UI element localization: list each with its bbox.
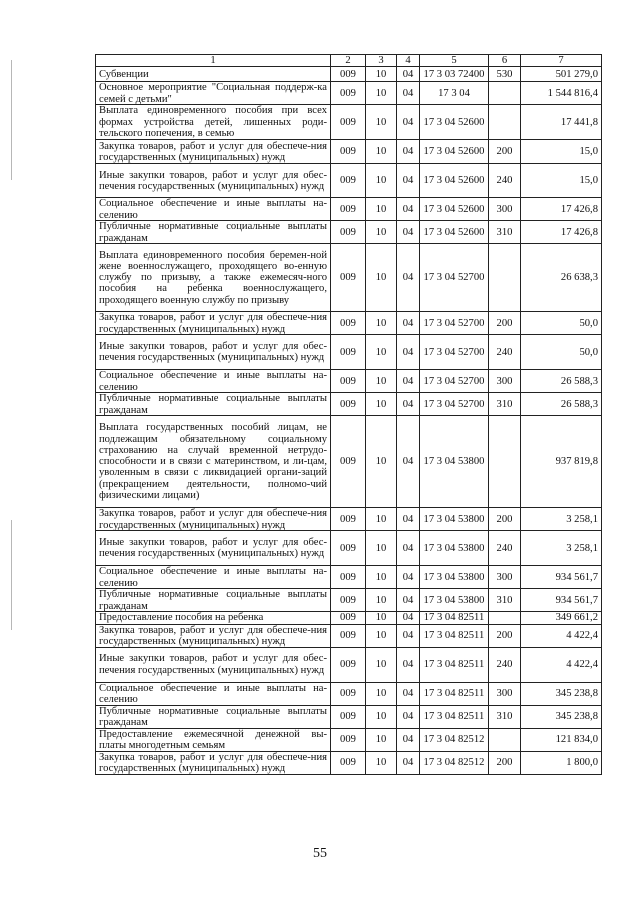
cell-amount: 3 258,1 bbox=[521, 531, 602, 566]
cell-grbs: 009 bbox=[331, 370, 366, 393]
cell-section: 10 bbox=[366, 728, 397, 751]
cell-expense-type: 310 bbox=[489, 221, 521, 244]
cell-grbs: 009 bbox=[331, 682, 366, 705]
cell-subsection: 04 bbox=[397, 335, 420, 370]
cell-description: Выплата единовременного пособия при всех формах устройства детей, лишенных роди-тельского попечения, в семью bbox=[96, 105, 331, 140]
cell-grbs: 009 bbox=[331, 312, 366, 335]
table-row bbox=[96, 370, 602, 393]
cell-description: Публичные нормативные социальные выплаты гражданам bbox=[96, 221, 331, 244]
cell-description: Закупка товаров, работ и услуг для обеспече-ния государственных (муниципальных) нужд bbox=[96, 140, 331, 164]
cell-section: 10 bbox=[366, 221, 397, 244]
cell-subsection: 04 bbox=[397, 531, 420, 566]
cell-amount: 4 422,4 bbox=[521, 647, 602, 682]
cell-amount: 17 426,8 bbox=[521, 221, 602, 244]
cell-expense-type: 200 bbox=[489, 751, 521, 774]
cell-amount: 50,0 bbox=[521, 312, 602, 335]
table-body bbox=[96, 67, 602, 774]
cell-target-article: 17 3 03 72400 bbox=[420, 67, 489, 82]
cell-description: Публичные нормативные социальные выплаты гражданам bbox=[96, 393, 331, 416]
cell-amount: 937 819,8 bbox=[521, 416, 602, 508]
cell-target-article: 17 3 04 53800 bbox=[420, 416, 489, 508]
cell-section: 10 bbox=[366, 105, 397, 140]
cell-subsection: 04 bbox=[397, 589, 420, 612]
cell-grbs: 009 bbox=[331, 67, 366, 82]
table-row bbox=[96, 198, 602, 221]
cell-description: Выплата единовременного пособия беремен-ной жене военнослужащего, проходящего во-енную службу по призыву, а также ежемесяч-ного пособия на ребенка военнослужащего, проходящего военную службу по призыву bbox=[96, 244, 331, 312]
cell-expense-type bbox=[489, 105, 521, 140]
cell-description: Публичные нормативные социальные выплаты гражданам bbox=[96, 705, 331, 728]
cell-description: Выплата государственных пособий лицам, не подлежащим обязательному социальному страхованию на случай временной нетрудо-способности и в связи с материнством, и ли-цам, уволенным в связи с ликвидацией органи-заций (прекращением деятельности, полномо-чий физическими лицами) bbox=[96, 416, 331, 508]
table-row bbox=[96, 140, 602, 164]
cell-expense-type: 240 bbox=[489, 335, 521, 370]
cell-grbs: 009 bbox=[331, 393, 366, 416]
cell-description: Социальное обеспечение и иные выплаты на-селению bbox=[96, 682, 331, 705]
cell-grbs: 009 bbox=[331, 531, 366, 566]
cell-amount: 4 422,4 bbox=[521, 624, 602, 647]
cell-subsection: 04 bbox=[397, 705, 420, 728]
table-row bbox=[96, 221, 602, 244]
cell-amount: 17 426,8 bbox=[521, 198, 602, 221]
table-row bbox=[96, 508, 602, 531]
cell-expense-type: 310 bbox=[489, 393, 521, 416]
cell-amount: 1 544 816,4 bbox=[521, 82, 602, 105]
cell-description: Предоставление пособия на ребенка bbox=[96, 612, 331, 624]
cell-subsection: 04 bbox=[397, 221, 420, 244]
cell-grbs: 009 bbox=[331, 164, 366, 198]
table-header bbox=[96, 55, 602, 67]
cell-section: 10 bbox=[366, 198, 397, 221]
cell-section: 10 bbox=[366, 82, 397, 105]
cell-target-article: 17 3 04 82511 bbox=[420, 612, 489, 624]
cell-section: 10 bbox=[366, 647, 397, 682]
cell-grbs: 009 bbox=[331, 335, 366, 370]
table-row bbox=[96, 531, 602, 566]
cell-description: Основное мероприятие "Социальная поддерж-ка семей с детьми" bbox=[96, 82, 331, 105]
cell-expense-type: 240 bbox=[489, 647, 521, 682]
cell-subsection: 04 bbox=[397, 67, 420, 82]
cell-target-article: 17 3 04 52700 bbox=[420, 335, 489, 370]
cell-section: 10 bbox=[366, 624, 397, 647]
cell-target-article: 17 3 04 52600 bbox=[420, 221, 489, 244]
cell-section: 10 bbox=[366, 751, 397, 774]
cell-grbs: 009 bbox=[331, 105, 366, 140]
header-col-5: 5 bbox=[420, 55, 489, 67]
cell-section: 10 bbox=[366, 244, 397, 312]
cell-grbs: 009 bbox=[331, 508, 366, 531]
cell-subsection: 04 bbox=[397, 647, 420, 682]
budget-table bbox=[95, 54, 602, 775]
cell-target-article: 17 3 04 53800 bbox=[420, 531, 489, 566]
cell-expense-type: 200 bbox=[489, 312, 521, 335]
cell-description: Закупка товаров, работ и услуг для обеспече-ния государственных (муниципальных) нужд bbox=[96, 751, 331, 774]
cell-subsection: 04 bbox=[397, 416, 420, 508]
cell-subsection: 04 bbox=[397, 140, 420, 164]
header-row bbox=[96, 55, 602, 67]
cell-target-article: 17 3 04 52600 bbox=[420, 164, 489, 198]
cell-description: Закупка товаров, работ и услуг для обеспече-ния государственных (муниципальных) нужд bbox=[96, 312, 331, 335]
header-col-2: 2 bbox=[331, 55, 366, 67]
cell-expense-type bbox=[489, 244, 521, 312]
cell-grbs: 009 bbox=[331, 221, 366, 244]
cell-description: Закупка товаров, работ и услуг для обеспече-ния государственных (муниципальных) нужд bbox=[96, 508, 331, 531]
cell-section: 10 bbox=[366, 589, 397, 612]
cell-section: 10 bbox=[366, 416, 397, 508]
cell-target-article: 17 3 04 82511 bbox=[420, 647, 489, 682]
cell-expense-type: 300 bbox=[489, 566, 521, 589]
table-row bbox=[96, 393, 602, 416]
cell-subsection: 04 bbox=[397, 164, 420, 198]
cell-grbs: 009 bbox=[331, 612, 366, 624]
cell-amount: 15,0 bbox=[521, 140, 602, 164]
cell-expense-type: 200 bbox=[489, 508, 521, 531]
table-row bbox=[96, 624, 602, 647]
table-row bbox=[96, 244, 602, 312]
table-row bbox=[96, 728, 602, 751]
cell-target-article: 17 3 04 53800 bbox=[420, 508, 489, 531]
cell-subsection: 04 bbox=[397, 508, 420, 531]
cell-description: Иные закупки товаров, работ и услуг для обес-печения государственных (муниципальных) нужд bbox=[96, 335, 331, 370]
cell-section: 10 bbox=[366, 705, 397, 728]
table-row bbox=[96, 751, 602, 774]
table-row bbox=[96, 82, 602, 105]
cell-subsection: 04 bbox=[397, 612, 420, 624]
cell-section: 10 bbox=[366, 566, 397, 589]
cell-section: 10 bbox=[366, 612, 397, 624]
cell-amount: 934 561,7 bbox=[521, 566, 602, 589]
cell-target-article: 17 3 04 52700 bbox=[420, 370, 489, 393]
cell-expense-type: 200 bbox=[489, 624, 521, 647]
cell-target-article: 17 3 04 52600 bbox=[420, 140, 489, 164]
table-row bbox=[96, 335, 602, 370]
cell-grbs: 009 bbox=[331, 82, 366, 105]
cell-expense-type bbox=[489, 82, 521, 105]
cell-subsection: 04 bbox=[397, 370, 420, 393]
cell-section: 10 bbox=[366, 140, 397, 164]
cell-target-article: 17 3 04 52600 bbox=[420, 105, 489, 140]
cell-amount: 26 638,3 bbox=[521, 244, 602, 312]
cell-grbs: 009 bbox=[331, 751, 366, 774]
cell-amount: 15,0 bbox=[521, 164, 602, 198]
cell-description: Иные закупки товаров, работ и услуг для обес-печения государственных (муниципальных) нужд bbox=[96, 647, 331, 682]
cell-expense-type: 310 bbox=[489, 589, 521, 612]
header-col-6: 6 bbox=[489, 55, 521, 67]
cell-grbs: 009 bbox=[331, 705, 366, 728]
cell-subsection: 04 bbox=[397, 105, 420, 140]
cell-target-article: 17 3 04 52700 bbox=[420, 312, 489, 335]
header-col-3: 3 bbox=[366, 55, 397, 67]
table-row bbox=[96, 164, 602, 198]
header-col-1: 1 bbox=[96, 55, 331, 67]
cell-amount: 26 588,3 bbox=[521, 393, 602, 416]
cell-section: 10 bbox=[366, 393, 397, 416]
cell-subsection: 04 bbox=[397, 82, 420, 105]
cell-expense-type bbox=[489, 612, 521, 624]
cell-grbs: 009 bbox=[331, 198, 366, 221]
cell-section: 10 bbox=[366, 370, 397, 393]
margin-mark-top bbox=[11, 60, 12, 180]
cell-subsection: 04 bbox=[397, 198, 420, 221]
cell-description: Социальное обеспечение и иные выплаты на-селению bbox=[96, 370, 331, 393]
cell-target-article: 17 3 04 52700 bbox=[420, 393, 489, 416]
table-row bbox=[96, 612, 602, 624]
cell-subsection: 04 bbox=[397, 393, 420, 416]
cell-grbs: 009 bbox=[331, 589, 366, 612]
cell-expense-type: 200 bbox=[489, 140, 521, 164]
cell-expense-type bbox=[489, 728, 521, 751]
cell-section: 10 bbox=[366, 67, 397, 82]
cell-section: 10 bbox=[366, 508, 397, 531]
cell-expense-type: 240 bbox=[489, 164, 521, 198]
cell-target-article: 17 3 04 82512 bbox=[420, 728, 489, 751]
cell-expense-type: 300 bbox=[489, 370, 521, 393]
cell-description: Предоставление ежемесячной денежной вы-платы многодетным семьям bbox=[96, 728, 331, 751]
page-number: 55 bbox=[313, 846, 327, 861]
cell-subsection: 04 bbox=[397, 751, 420, 774]
cell-expense-type: 530 bbox=[489, 67, 521, 82]
cell-subsection: 04 bbox=[397, 728, 420, 751]
cell-target-article: 17 3 04 82512 bbox=[420, 751, 489, 774]
cell-grbs: 009 bbox=[331, 140, 366, 164]
cell-expense-type: 240 bbox=[489, 531, 521, 566]
cell-target-article: 17 3 04 53800 bbox=[420, 589, 489, 612]
table-row bbox=[96, 566, 602, 589]
table-row bbox=[96, 682, 602, 705]
cell-amount: 121 834,0 bbox=[521, 728, 602, 751]
cell-description: Социальное обеспечение и иные выплаты на-селению bbox=[96, 566, 331, 589]
cell-subsection: 04 bbox=[397, 682, 420, 705]
cell-target-article: 17 3 04 82511 bbox=[420, 705, 489, 728]
table-row bbox=[96, 416, 602, 508]
cell-subsection: 04 bbox=[397, 312, 420, 335]
cell-amount: 3 258,1 bbox=[521, 508, 602, 531]
table-row bbox=[96, 105, 602, 140]
cell-expense-type: 300 bbox=[489, 198, 521, 221]
cell-target-article: 17 3 04 52700 bbox=[420, 244, 489, 312]
cell-description: Субвенции bbox=[96, 67, 331, 82]
cell-amount: 349 661,2 bbox=[521, 612, 602, 624]
header-col-7: 7 bbox=[521, 55, 602, 67]
cell-section: 10 bbox=[366, 335, 397, 370]
cell-amount: 501 279,0 bbox=[521, 67, 602, 82]
cell-amount: 1 800,0 bbox=[521, 751, 602, 774]
margin-mark-bottom bbox=[11, 520, 12, 630]
cell-amount: 345 238,8 bbox=[521, 682, 602, 705]
cell-section: 10 bbox=[366, 531, 397, 566]
cell-section: 10 bbox=[366, 682, 397, 705]
cell-grbs: 009 bbox=[331, 244, 366, 312]
table-row bbox=[96, 589, 602, 612]
header-col-4: 4 bbox=[397, 55, 420, 67]
cell-target-article: 17 3 04 82511 bbox=[420, 624, 489, 647]
cell-target-article: 17 3 04 53800 bbox=[420, 566, 489, 589]
cell-section: 10 bbox=[366, 312, 397, 335]
cell-description: Закупка товаров, работ и услуг для обеспече-ния государственных (муниципальных) нужд bbox=[96, 624, 331, 647]
table-row bbox=[96, 312, 602, 335]
cell-amount: 934 561,7 bbox=[521, 589, 602, 612]
cell-description: Иные закупки товаров, работ и услуг для обес-печения государственных (муниципальных) нужд bbox=[96, 164, 331, 198]
cell-amount: 26 588,3 bbox=[521, 370, 602, 393]
cell-expense-type: 310 bbox=[489, 705, 521, 728]
cell-amount: 17 441,8 bbox=[521, 105, 602, 140]
cell-grbs: 009 bbox=[331, 566, 366, 589]
table-row bbox=[96, 705, 602, 728]
cell-target-article: 17 3 04 52600 bbox=[420, 198, 489, 221]
cell-grbs: 009 bbox=[331, 728, 366, 751]
table-row bbox=[96, 67, 602, 82]
cell-grbs: 009 bbox=[331, 647, 366, 682]
cell-amount: 50,0 bbox=[521, 335, 602, 370]
cell-description: Публичные нормативные социальные выплаты гражданам bbox=[96, 589, 331, 612]
cell-expense-type: 300 bbox=[489, 682, 521, 705]
cell-expense-type bbox=[489, 416, 521, 508]
cell-target-article: 17 3 04 82511 bbox=[420, 682, 489, 705]
cell-target-article: 17 3 04 bbox=[420, 82, 489, 105]
cell-description: Иные закупки товаров, работ и услуг для обес-печения государственных (муниципальных) нужд bbox=[96, 531, 331, 566]
cell-grbs: 009 bbox=[331, 624, 366, 647]
cell-subsection: 04 bbox=[397, 244, 420, 312]
cell-section: 10 bbox=[366, 164, 397, 198]
cell-description: Социальное обеспечение и иные выплаты на-селению bbox=[96, 198, 331, 221]
cell-subsection: 04 bbox=[397, 624, 420, 647]
cell-amount: 345 238,8 bbox=[521, 705, 602, 728]
table-row bbox=[96, 647, 602, 682]
cell-subsection: 04 bbox=[397, 566, 420, 589]
cell-grbs: 009 bbox=[331, 416, 366, 508]
